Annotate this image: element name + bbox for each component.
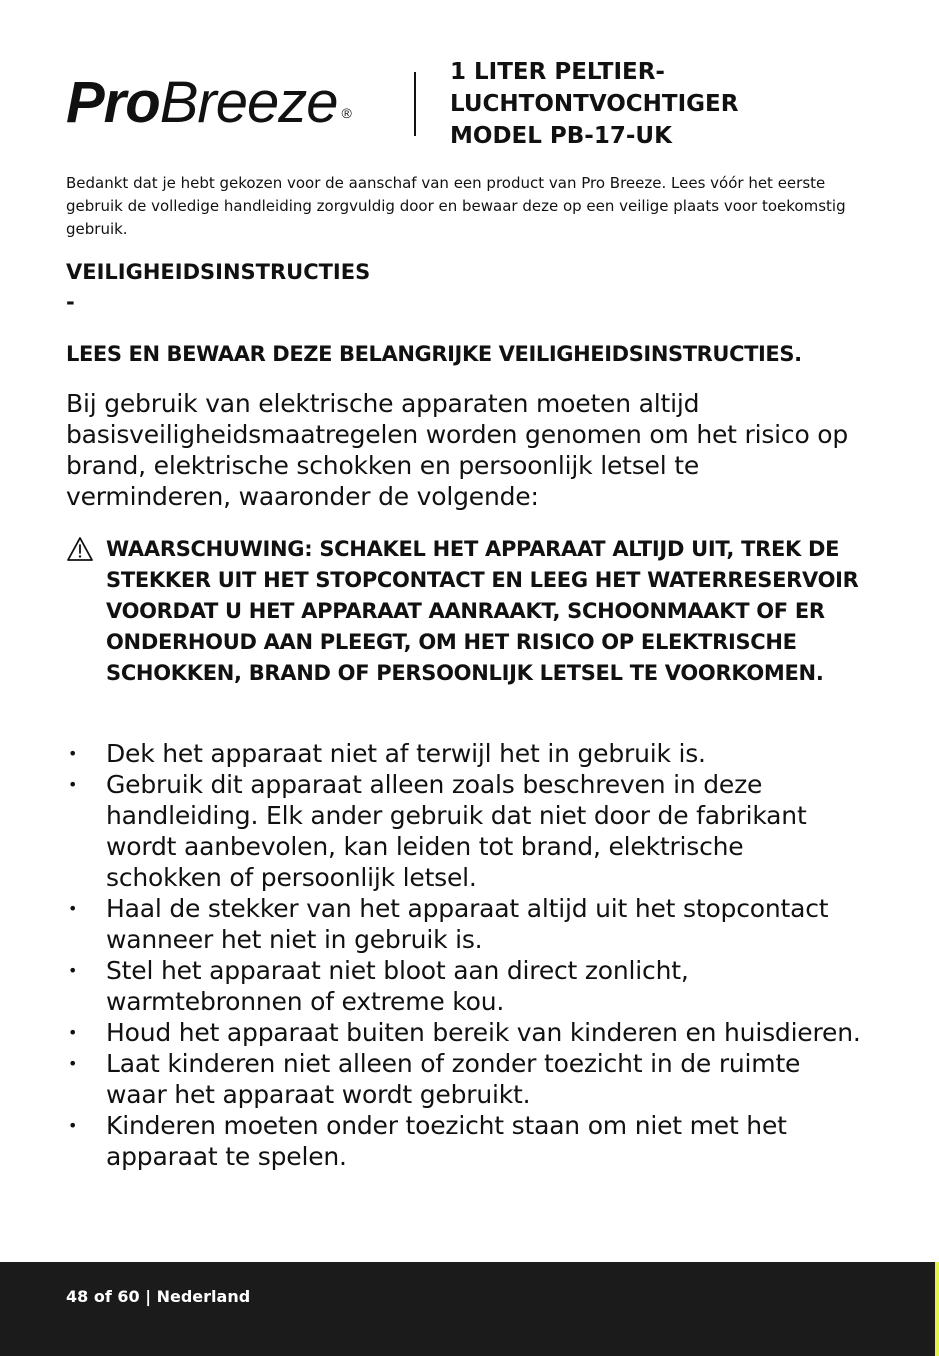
page-footer	[0, 1262, 939, 1356]
list-item-text: Kinderen moeten onder toezicht staan om niet met het apparaat te spelen.	[106, 1111, 787, 1171]
probreeze-logo	[66, 72, 351, 134]
bullet-dot: •	[68, 899, 78, 918]
list-item	[66, 738, 866, 769]
list-item-text: Gebruik dit apparaat alleen zoals beschreven in deze handleiding. Elk ander gebruik dat niet door de fabrikant wordt aanbevolen, kan leiden tot brand, elektrische schokken of persoonlijk letsel.	[106, 770, 807, 892]
list-item-text: Dek het apparaat niet af terwijl het in gebruik is.	[106, 739, 706, 768]
list-item	[66, 1048, 866, 1110]
section-dash: -	[66, 290, 75, 314]
document-header	[66, 52, 886, 162]
safety-bullet-list	[66, 738, 866, 1172]
bullet-dot: •	[68, 775, 78, 794]
logo-pro-text: Pro	[66, 70, 160, 135]
bullet-dot: •	[68, 961, 78, 980]
intro-paragraph: Bedankt dat je hebt gekozen voor de aanschaf van een product van Pro Breeze. Lees vóór het eerste gebruik de volledige handleiding zorgvuldig door en bewaar deze op een veilige plaats voor toekomstig gebruik.	[66, 174, 846, 238]
bullet-dot: •	[68, 1116, 78, 1135]
list-item	[66, 893, 866, 955]
list-item	[66, 955, 866, 1017]
safety-intro-paragraph: Bij gebruik van elektrische apparaten moeten altijd basisveiligheidsmaatregelen worden genomen om het risico op brand, elektrische schokken en persoonlijk letsel te verminderen, waaronder de volgende:	[66, 389, 849, 511]
warning-triangle-icon	[66, 536, 94, 562]
registered-mark: ®	[341, 105, 351, 121]
list-item	[66, 1110, 866, 1172]
bullet-dot: •	[68, 1054, 78, 1073]
model-title: 1 LITER PELTIER- LUCHTONTVOCHTIGER MODEL PB-17-UK	[450, 59, 739, 149]
safety-subheading: LEES EN BEWAAR DEZE BELANGRIJKE VEILIGHEIDSINSTRUCTIES.	[66, 342, 802, 366]
list-item	[66, 769, 866, 893]
section-heading: VEILIGHEIDSINSTRUCTIES	[66, 260, 371, 284]
header-divider	[414, 72, 416, 136]
list-item-text: Laat kinderen niet alleen of zonder toezicht in de ruimte waar het apparaat wordt gebruikt.	[106, 1049, 801, 1109]
bullet-dot: •	[68, 1023, 78, 1042]
list-item-text: Houd het apparaat buiten bereik van kinderen en huisdieren.	[106, 1018, 861, 1047]
list-item	[66, 1017, 866, 1048]
bullet-dot: •	[68, 744, 78, 763]
logo-breeze-text: Breeze	[159, 70, 338, 135]
warning-text: WAARSCHUWING: SCHAKEL HET APPARAAT ALTIJD UIT, TREK DE STEKKER UIT HET STOPCONTACT EN LEEG HET WATERRESERVOIR VOORDAT U HET APPARAAT AANRAAKT, SCHOONMAAKT OF ER ONDERHOUD AAN PLEEGT, OM HET RISICO OP ELEKTRISCHE SCHOKKEN, BRAND OF PERSOONLIJK LETSEL TE VOORKOMEN.	[106, 537, 859, 685]
footer-accent-bar	[935, 1262, 939, 1356]
list-item-text: Haal de stekker van het apparaat altijd uit het stopcontact wanneer het niet in gebruik is.	[106, 894, 829, 954]
list-item-text: Stel het apparaat niet bloot aan direct zonlicht, warmtebronnen of extreme kou.	[106, 956, 689, 1016]
page-number-label: 48 of 60 | Nederland	[66, 1287, 251, 1306]
